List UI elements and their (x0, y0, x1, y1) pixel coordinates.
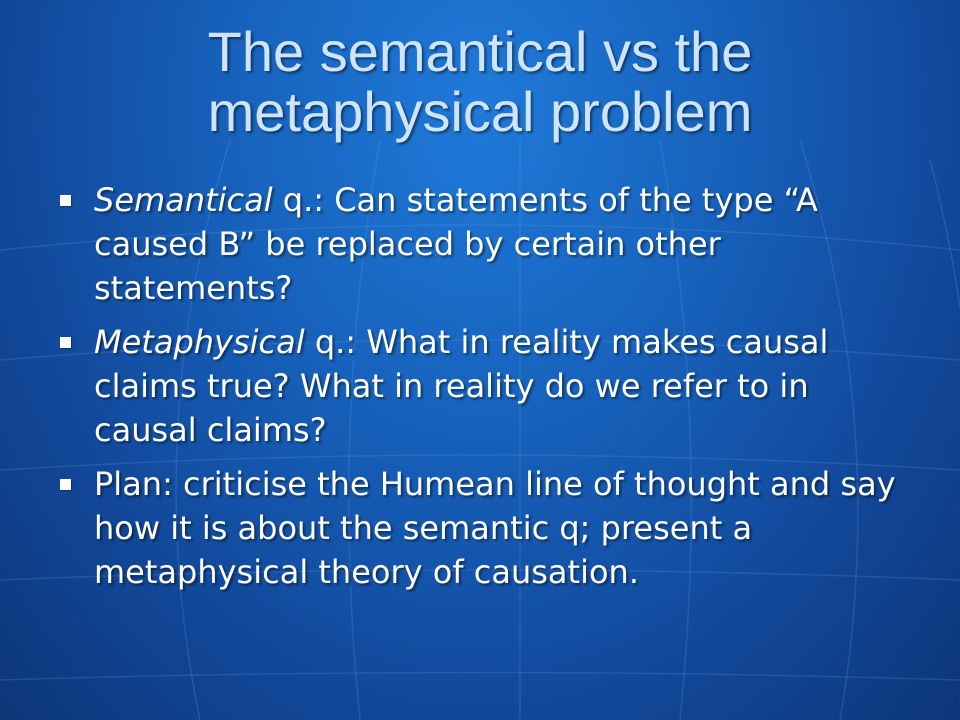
square-bullet-icon (60, 337, 71, 348)
bullet-emphasis: Semantical (94, 181, 273, 219)
bullet-semantical-question (58, 178, 918, 310)
square-bullet-icon (60, 195, 71, 206)
slide-title-line-2: metaphysical problem (207, 80, 753, 143)
square-bullet-icon (60, 479, 71, 490)
slide-title (0, 22, 960, 142)
slide-title-line-1: The semantical vs the (207, 20, 753, 83)
bullet-plan (58, 462, 918, 594)
bullet-list (58, 178, 918, 604)
bullet-metaphysical-question (58, 320, 918, 452)
bullet-text: Plan: criticise the Humean line of thought and say how it is about the semantic q; present a metaphysical theory of causation. (94, 465, 896, 591)
bullet-text: q.: What in reality makes causal claims true? What in reality do we refer to in causal claims? (94, 323, 829, 449)
bullet-text: q.: Can statements of the type “A caused B” be replaced by certain other statements? (94, 181, 818, 307)
bullet-emphasis: Metaphysical (94, 323, 305, 361)
